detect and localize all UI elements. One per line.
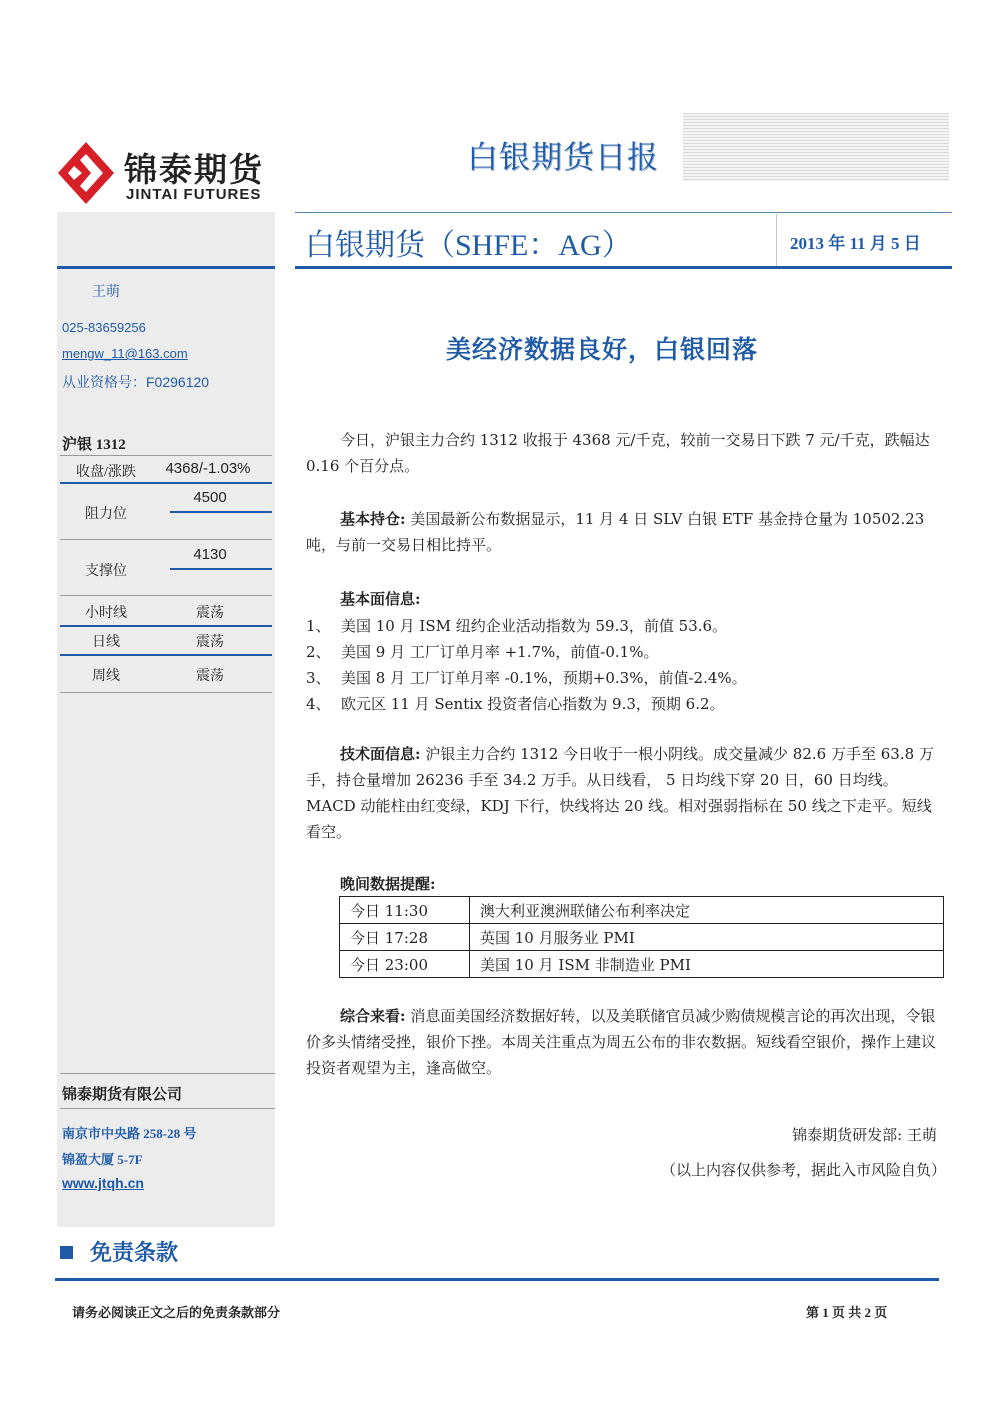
table-rule [60,595,272,596]
company-address-line1: 南京市中央路 258-28 号 [62,1126,197,1141]
list-text: 美国 10 月 ISM 纽约企业活动指数为 59.3，前值 53.6。 [341,617,728,635]
table-rule [60,654,272,656]
table-rule [60,482,272,484]
stat-label: 周线 [92,669,120,684]
technical-paragraph [306,741,946,845]
stat-label: 阻力位 [85,507,127,522]
company-name: 锦泰期货有限公司 [62,1087,183,1103]
title-band-bottom-rule [295,266,952,269]
table-rule [170,568,272,570]
product-title: 白银期货（SHFE：AG） [305,229,632,262]
list-item [306,615,727,636]
logo-name-cn: 锦泰期货 [124,151,264,188]
disclaimer-title: 免责条款 [90,1240,179,1265]
risk-note: （以上内容仅供参考，据此入市风险自负） [660,1161,946,1179]
table-row [340,897,944,924]
list-number: 2、 [306,643,331,661]
sidebar [57,212,275,1227]
event-name: 美国 10 月 ISM 非制造业 PMI [470,951,944,978]
event-name: 澳大利亚澳洲联储公布利率决定 [470,897,944,924]
list-number: 3、 [306,669,331,687]
header-stripes [683,113,949,181]
list-number: 1、 [306,617,331,635]
page-number: 第 1 页 共 2 页 [806,1305,888,1320]
contract-name: 沪银 1312 [62,437,126,453]
evening-data-label: 晚间数据提醒: [340,875,436,893]
summary-text: 消息面美国经济数据好转，以及美联储官员减少购债规模言论的再次出现，令银价多头情绪受挫，银价下挫。本周关注重点为周五公布的非农数据。短线看空银价，操作上建议投资者观望为主，逢高做空。 [306,1007,937,1077]
sidebar-top-rule [57,266,275,269]
list-item [306,693,725,714]
sidebar-company-rule [60,1073,275,1074]
summary-label: 综合来看: [340,1007,406,1025]
evening-data-table [339,896,944,978]
title-band-top-rule [295,212,952,213]
headline: 美经济数据良好，白银回落 [446,337,759,364]
stat-label: 日线 [92,635,120,650]
stat-label: 小时线 [85,606,127,621]
author-name: 王萌 [92,283,120,299]
table-rule [60,455,272,456]
company-website-link[interactable]: www.jtqh.cn [62,1175,144,1191]
list-item [306,641,658,662]
bullet-square-icon [60,1246,73,1259]
list-number: 4、 [306,695,331,713]
event-time: 今日 17:28 [340,924,470,951]
event-time: 今日 11:30 [340,897,470,924]
holdings-text: 美国最新公布数据显示，11 月 4 日 SLV 白银 ETF 基金持仓量为 10502.23 吨，与前一交易日相比持平。 [306,510,925,554]
event-time: 今日 23:00 [340,951,470,978]
report-title: 白银期货日报 [467,140,659,175]
holdings-label: 基本持仓: [340,510,406,528]
event-name: 英国 10 月服务业 PMI [470,924,944,951]
signature: 锦泰期货研发部: 王萌 [792,1126,937,1144]
author-phone: 025-83659256 [62,320,146,335]
list-text: 欧元区 11 月 Sentix 投资者信心指数为 9.3，预期 6.2。 [341,695,725,713]
table-rule [60,539,272,540]
footer-notice: 请务必阅读正文之后的免责条款部分 [72,1305,281,1320]
table-rule [170,511,272,513]
stat-label: 支撑位 [85,564,127,579]
holdings-paragraph [306,506,946,558]
company-address-line2: 锦盈大厦 5-7F [62,1152,143,1167]
summary-paragraph [306,1003,946,1081]
table-rule [60,625,272,627]
author-email-link[interactable]: mengw_11@163.com [62,346,188,361]
table-row [340,951,944,978]
report-date: 2013 年 11 月 5 日 [790,234,921,253]
list-text: 美国 9 月 工厂订单月率 +1.7%，前值-0.1%。 [341,643,659,661]
company-logo [58,140,288,210]
technical-text: 沪银主力合约 1312 今日收于一根小阴线。成交量减少 82.6 万手至 63.8 万手，持仓量增加 26236 手至 34.2 万手。从日线看， 5 日均线下穿 20 日，60 日均线。MACD 动能柱由红变绿，KDJ 下行，快线将达 20 线。相对强弱指标在 50 线之下走平。短线看空。 [306,745,934,841]
title-band-separator [776,214,777,266]
logo-name-en: JINTAI FUTURES [126,186,262,203]
footer-rule [55,1278,939,1281]
stat-value: 震荡 [196,669,224,684]
stat-label: 收盘/涨跌 [76,465,136,480]
intro-paragraph: 今日，沪银主力合约 1312 收报于 4368 元/千克，较前一交易日下跌 7 元/千克，跌幅达 0.16 个百分点。 [306,431,930,475]
stat-value: 4368/-1.03% [165,460,251,477]
technical-label: 技术面信息: [340,745,421,763]
table-row [340,924,944,951]
sidebar-company-rule [60,1108,275,1109]
jintai-logo-icon [58,142,114,204]
fundamentals-label: 基本面信息: [340,590,421,608]
stat-value: 震荡 [196,635,224,650]
list-item [306,667,747,688]
list-text: 美国 8 月 工厂订单月率 -0.1%，预期+0.3%，前值-2.4%。 [341,669,747,687]
stat-value: 4500 [193,489,227,506]
author-license: 从业资格号：F0296120 [62,374,210,390]
stat-value: 4130 [193,546,227,563]
stat-value: 震荡 [196,606,224,621]
table-rule [60,692,272,693]
